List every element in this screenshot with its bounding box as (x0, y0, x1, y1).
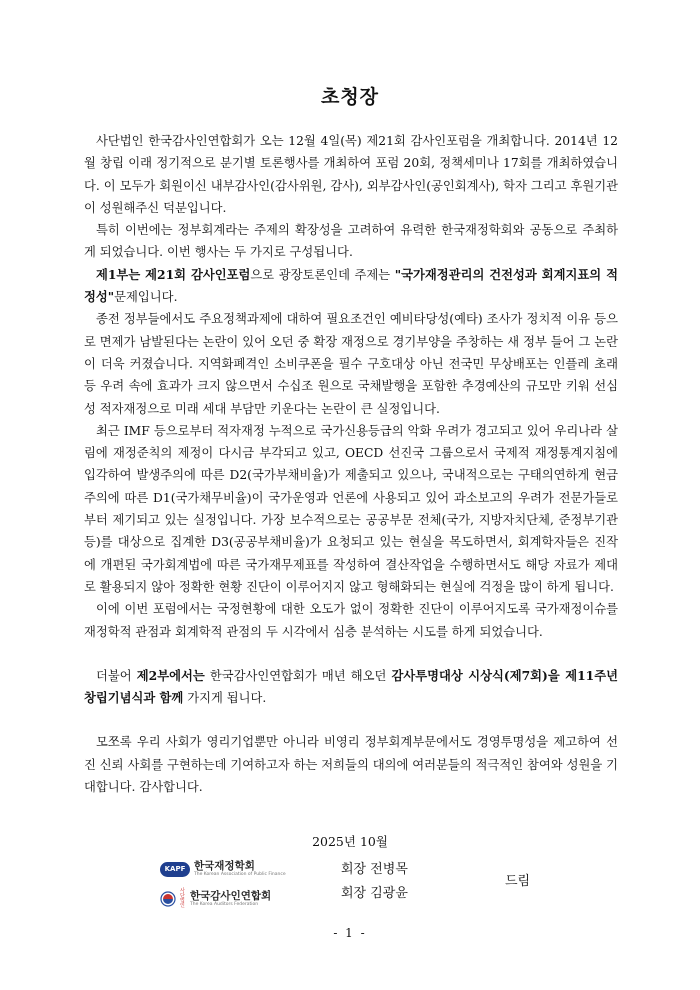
part2-ceremony: 감사투명대상 시상식(제7회)을 제11주년 창립기념식과 함께 (84, 667, 618, 706)
letter-body (84, 130, 618, 798)
part2-mid-text: 한국감사인연합회가 매년 해오던 (204, 668, 392, 683)
part2-end-text: 가지게 됩니다. (183, 691, 267, 706)
paragraph-part2 (84, 665, 618, 710)
paragraph-gap (84, 643, 618, 665)
paragraph-closing: 모쪼록 우리 사회가 영리기업뿐만 아니라 비영리 정부회계부문에서도 경영투명성을 제고하여 선진 신뢰 사회를 구현하는데 기여하고자 하는 저희들의 대의에 여러분들의 적극적인 참여와 성원을 기대합니다. 감사합니다. (84, 735, 618, 795)
kia-name: 한국감사인연합회 (190, 889, 272, 902)
part1-topic: "국가재정관리의 건전성과 회계지표의 적정성" (84, 266, 618, 305)
part2-start-text: 더불어 (96, 668, 137, 683)
part2-label: 제2부에서는 (136, 667, 205, 683)
paragraph-fiscal-issues: 최근 IMF 등으로부터 적자재정 누적으로 국가신용등급의 악화 우려가 경고되고 있어 우리나라 살림에 재정준칙의 제정이 다시금 부각되고 있고, OECD 선진국 그룹으로서 국제적 재정통계지침에 입각하여 발생주의에 따른 D2(국가부채비율)가 제출되고 있으나, 국내적으로는 구태의연하게 현금주의에 따른 D1(국가채무비율)이 국가운영과 언론에 사용되고 있어 과소보고의 우려가 전문가들로부터 제기되고 있는 실정입니다. 가장 보수적으로는 공공부문 전체(국가, 지방자치단체, 준정부기관 등)를 대상으로 집계한 D3(공공부채비율)가 요청되고 있는 현실을 목도하면서, 회계학자들은 진작에 개편된 국가회계법에 따른 국가재무제표를 작성하여 결산작업을 수행하면서도 해당 자료가 제대로 활용되지 않아 정확한 현황 진단이 이루어지지 않고 형해화되는 현실에 걱정을 많이 하게 됩니다. (84, 423, 618, 594)
page-title: 초청장 (320, 86, 380, 108)
paragraph-forum-purpose: 이에 이번 포럼에서는 국정현황에 대한 오도가 없이 정확한 진단이 이루어지도록 국가재정이슈를 재정학적 관점과 회계학적 관점의 두 시각에서 심층 분석하는 시도를 하게 되었습니다. (84, 602, 618, 639)
kia-prefix: 사단법인 (180, 888, 185, 909)
kapf-subtitle: The Korean Association of Public Finance (194, 871, 286, 877)
kia-subtitle: The Korea Auditors Federation (190, 901, 259, 907)
paragraph-gap (84, 709, 618, 731)
organization-logos (160, 856, 310, 916)
part1-end-text: 문제입니다. (114, 290, 178, 305)
part1-mid-text: 으로 광장토론인데 주제는 (250, 267, 395, 282)
kapf-mark-icon: KAPF (160, 862, 190, 877)
signer-1: 회장 전병목 (341, 862, 408, 877)
part1-label: 제1부는 제21회 감사인포럼 (96, 266, 251, 282)
letter-date: 2025년 10월 (312, 834, 388, 849)
closing-word: 드림 (505, 874, 531, 889)
paragraph-background: 종전 정부들에서도 주요정책과제에 대하여 필요조건인 예비타당성(예타) 조사가 정치적 이유 등으로 면제가 남발된다는 논란이 있어 오던 중 확장 재정으로 경기부양을 주창하는 새 정부 들어 그 논란이 더욱 커졌습니다. 지역화폐격인 소비쿠폰을 필수 구호대상 아닌 전국민 무상배포는 인플레 초래 등 우려 속에 효과가 크지 않으면서 수십조 원으로 국채발행을 포함한 추경예산의 규모만 키워 선심성 적자재정으로 미래 세대 부담만 키운다는 논란이 큰 실정입니다. (84, 312, 618, 416)
kia-emblem-icon (160, 891, 176, 907)
page-number: - 1 - (333, 926, 367, 940)
kia-logo (160, 886, 310, 912)
paragraph-intro: 사단법인 한국감사인연합회가 오는 12월 4일(목) 제21회 감사인포럼을 개최합니다. 2014년 12월 창립 이래 정기적으로 분기별 토론행사를 개최하여 포럼 20회, 정책세미나 17회를 개최하였습니다. 이 모두가 회원이신 내부감사인(감사위원, 감사), 외부감사인(공인회계사), 학자 그리고 후원기관이 성원해주신 덕분입니다. (84, 134, 618, 215)
signers-block (341, 858, 408, 906)
paragraph-part1 (84, 264, 618, 309)
paragraph-cohost: 특히 이번에는 정부회계라는 주제의 확장성을 고려하여 유력한 한국재정학회와 공동으로 주최하게 되었습니다. 이번 행사는 두 가지로 구성됩니다. (84, 223, 618, 260)
kapf-name: 한국재정학회 (194, 859, 255, 872)
signer-2: 회장 김광윤 (341, 886, 408, 901)
kapf-logo (160, 856, 310, 882)
